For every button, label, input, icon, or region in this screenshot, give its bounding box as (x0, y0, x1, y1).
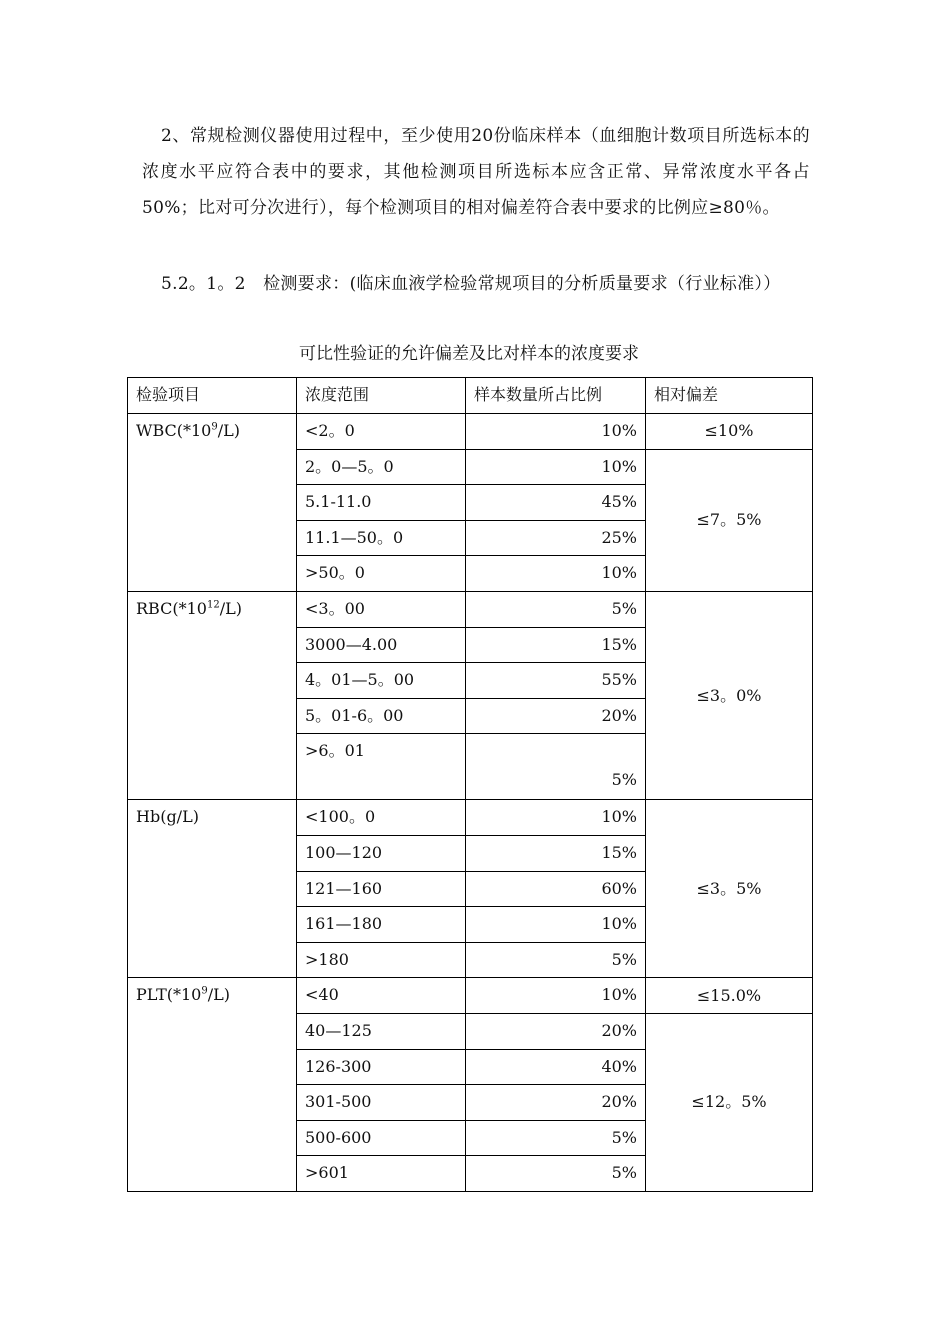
item-hb: Hb(g/L) (128, 800, 297, 978)
range-cell: 301-500 (297, 1085, 466, 1121)
ratio-cell: 20% (466, 698, 646, 734)
range-cell: 4。01—5。00 (297, 663, 466, 699)
range-cell: 500-600 (297, 1120, 466, 1156)
header-item: 检验项目 (128, 378, 297, 414)
deviation-cell: ≤12。5% (646, 1013, 813, 1191)
range-cell: >50。0 (297, 556, 466, 592)
deviation-cell: ≤3。5% (646, 800, 813, 978)
table-row (128, 591, 813, 627)
ratio-cell: 5% (466, 942, 646, 978)
range-cell: 5.1-11.0 (297, 485, 466, 521)
range-cell: 161—180 (297, 907, 466, 943)
ratio-cell: 20% (466, 1085, 646, 1121)
range-cell: <40 (297, 978, 466, 1014)
table-row (128, 978, 813, 1014)
item-wbc: $WBC(*10^9/L)$ (128, 414, 297, 592)
range-cell: 5。01-6。00 (297, 698, 466, 734)
range-cell: >601 (297, 1156, 466, 1192)
ratio-cell: 5% (466, 591, 646, 627)
range-cell: >6。01 (297, 734, 466, 800)
deviation-cell: ≤3。0% (646, 591, 813, 799)
deviation-cell: ≤15.0% (646, 978, 813, 1014)
range-cell: >180 (297, 942, 466, 978)
ratio-cell: 10% (466, 907, 646, 943)
table-caption: 可比性验证的允许偏差及比对样本的浓度要求 (299, 344, 639, 364)
ratio-cell: 10% (466, 414, 646, 450)
range-cell: <3。00 (297, 591, 466, 627)
ratio-cell: 10% (466, 449, 646, 485)
ratio-cell: 15% (466, 835, 646, 871)
range-cell: 40—125 (297, 1013, 466, 1049)
ratio-cell: 10% (466, 556, 646, 592)
ratio-cell: 45% (466, 485, 646, 521)
header-deviation: 相对偏差 (646, 378, 813, 414)
item-rbc: $RBC(*10^{12}/L)$ (128, 591, 297, 799)
range-cell: 3000—4.00 (297, 627, 466, 663)
range-cell: 2。0—5。0 (297, 449, 466, 485)
ratio-cell: 5% (466, 734, 646, 800)
deviation-cell: ≤10% (646, 414, 813, 450)
ratio-cell: 20% (466, 1013, 646, 1049)
ratio-cell: 40% (466, 1049, 646, 1085)
table-row (128, 800, 813, 836)
header-ratio: 样本数量所占比例 (466, 378, 646, 414)
deviation-cell: ≤7。5% (646, 449, 813, 591)
range-cell: 100—120 (297, 835, 466, 871)
item-plt: $PLT(*10^9/L)$ (128, 978, 297, 1192)
ratio-cell: 5% (466, 1156, 646, 1192)
comparability-table (127, 377, 813, 1192)
ratio-cell: 10% (466, 978, 646, 1014)
range-cell: 121—160 (297, 871, 466, 907)
ratio-cell: 55% (466, 663, 646, 699)
table-row (128, 414, 813, 450)
range-cell: <2。0 (297, 414, 466, 450)
table-header-row (128, 378, 813, 414)
ratio-cell: 5% (466, 1120, 646, 1156)
range-cell: 11.1—50。0 (297, 520, 466, 556)
ratio-cell: 15% (466, 627, 646, 663)
ratio-cell: 25% (466, 520, 646, 556)
range-cell: 126-300 (297, 1049, 466, 1085)
ratio-cell: 10% (466, 800, 646, 836)
header-range: 浓度范围 (297, 378, 466, 414)
range-cell: <100。0 (297, 800, 466, 836)
paragraph-requirement: 2、常规检测仪器使用过程中，至少使用20份临床样本（血细胞计数项目所选标本的浓度水平应符合表中的要求，其他检测项目所选标本应含正常、异常浓度水平各占50%；比对可分次进行），每个检测项目的相对偏差符合表中要求的比例应≥80％。 (142, 126, 810, 218)
paragraph-test-requirement: 5.2。1。2 检测要求：(临床血液学检验常规项目的分析质量要求（行业标准）） (161, 274, 781, 294)
ratio-cell: 60% (466, 871, 646, 907)
